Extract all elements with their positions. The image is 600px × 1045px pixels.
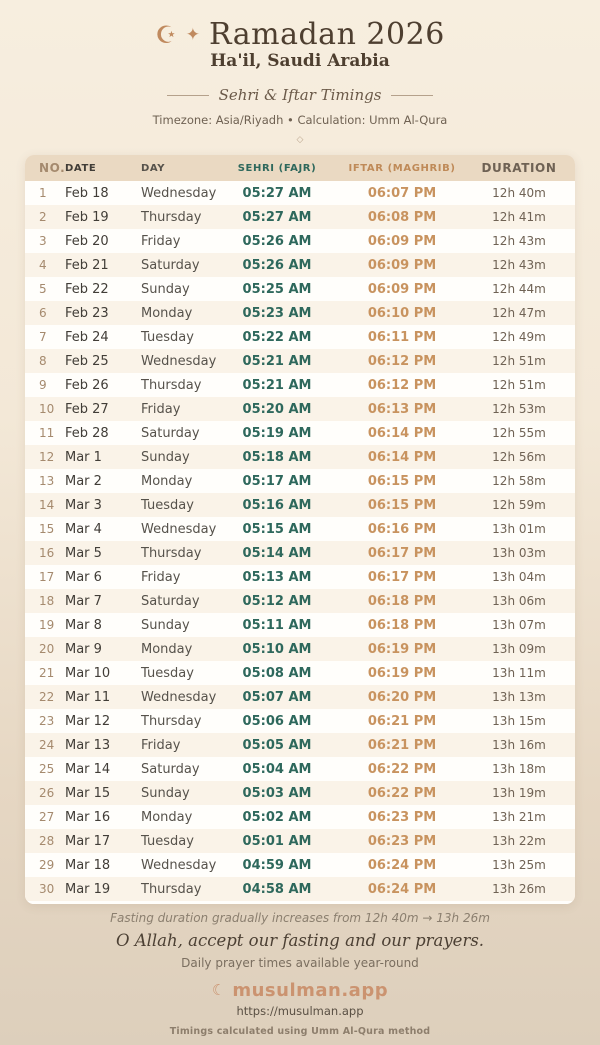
sehri-time-cell: 05:10 AM [242,641,312,657]
date-cell: Mar 3 [65,497,102,513]
day-cell: Sunday [141,449,190,465]
date-cell: Feb 24 [65,329,109,345]
divider-line-left [167,95,209,96]
day-cell: Wednesday [141,857,217,873]
table-row [25,829,575,853]
date-cell: Mar 8 [65,617,102,633]
table-row [25,445,575,469]
dua-text: O Allah, accept our fasting and our prayers. [115,931,485,950]
date-cell: Mar 14 [65,761,111,777]
table-row [25,181,575,205]
sehri-time-cell: 05:16 AM [242,497,312,513]
row-number: 10 [39,402,55,416]
row-number: 6 [39,306,47,320]
iftar-time-cell: 06:22 PM [367,785,437,801]
duration-cell: 12h 40m [492,186,546,200]
date-cell: Mar 15 [65,785,111,801]
day-cell: Saturday [141,761,200,777]
row-number: 28 [39,834,55,848]
sehri-time-cell: 05:12 AM [242,593,312,609]
iftar-time-cell: 06:14 PM [367,449,437,465]
brand-url: https://musulman.app [236,1004,364,1018]
iftar-time-cell: 06:18 PM [367,617,437,633]
day-cell: Tuesday [141,665,194,681]
sehri-time-cell: 05:11 AM [242,617,312,633]
row-number: 13 [39,474,55,488]
sehri-time-cell: 05:04 AM [242,761,312,777]
row-number: 14 [39,498,55,512]
duration-cell: 13h 21m [492,810,546,824]
day-cell: Wednesday [141,521,217,537]
col-header-sehri: SEHRI (FAJR) [237,162,317,174]
duration-cell: 13h 19m [492,786,546,800]
date-cell: Feb 20 [65,233,109,249]
sehri-time-cell: 05:22 AM [242,329,312,345]
iftar-time-cell: 06:19 PM [367,641,437,657]
duration-cell: 13h 22m [492,834,546,848]
row-number: 25 [39,762,55,776]
diamond-ornament-icon: ◇ [296,135,304,145]
sehri-time-cell: 05:21 AM [242,353,312,369]
day-cell: Monday [141,641,193,657]
sehri-time-cell: 05:15 AM [242,521,312,537]
duration-cell: 13h 13m [492,690,546,704]
row-number: 27 [39,810,55,824]
iftar-time-cell: 06:11 PM [367,329,437,345]
table-row [25,277,575,301]
duration-cell: 13h 11m [492,666,546,680]
duration-cell: 12h 56m [492,450,546,464]
date-cell: Feb 22 [65,281,109,297]
table-row [25,373,575,397]
row-number: 3 [39,234,47,248]
duration-cell: 13h 18m [492,762,546,776]
day-cell: Thursday [141,881,202,897]
date-cell: Feb 23 [65,305,109,321]
row-number: 12 [39,450,55,464]
date-cell: Feb 25 [65,353,109,369]
duration-cell: 12h 58m [492,474,546,488]
iftar-time-cell: 06:21 PM [367,737,437,753]
col-header-duration: DURATION [481,161,557,175]
sehri-time-cell: 05:08 AM [242,665,312,681]
day-cell: Thursday [141,545,202,561]
iftar-time-cell: 06:24 PM [367,881,437,897]
sehri-time-cell: 05:25 AM [242,281,312,297]
row-number: 23 [39,714,55,728]
iftar-time-cell: 06:12 PM [367,353,437,369]
table-row [25,517,575,541]
row-number: 20 [39,642,55,656]
table-row [25,733,575,757]
duration-cell: 13h 04m [492,570,546,584]
iftar-time-cell: 06:10 PM [367,305,437,321]
duration-cell: 12h 49m [492,330,546,344]
table-row [25,397,575,421]
iftar-time-cell: 06:09 PM [367,257,437,273]
date-cell: Mar 6 [65,569,102,585]
row-number: 7 [39,330,47,344]
sehri-time-cell: 05:20 AM [242,401,312,417]
brand-name: musulman.app [232,980,389,1001]
duration-cell: 13h 07m [492,618,546,632]
iftar-time-cell: 06:15 PM [367,497,437,513]
row-number: 4 [39,258,47,272]
date-cell: Mar 11 [65,689,111,705]
day-cell: Friday [141,233,181,249]
day-cell: Sunday [141,617,190,633]
duration-cell: 13h 16m [492,738,546,752]
date-cell: Mar 17 [65,833,111,849]
duration-cell: 12h 44m [492,282,546,296]
calculation-method-note: Timings calculated using Umm Al-Qura method [169,1026,431,1037]
duration-cell: 12h 41m [492,210,546,224]
duration-cell: 13h 03m [492,546,546,560]
sehri-time-cell: 05:01 AM [242,833,312,849]
duration-cell: 12h 43m [492,258,546,272]
date-cell: Feb 19 [65,209,109,225]
table-row [25,805,575,829]
subtitle-divider [153,86,448,104]
divider-line-right [391,95,433,96]
brand-row [110,980,490,1001]
row-number: 21 [39,666,55,680]
day-cell: Wednesday [141,353,217,369]
sehri-time-cell: 05:19 AM [242,425,312,441]
crescent-star-icon: ☪ [155,21,177,49]
sehri-time-cell: 05:26 AM [242,233,312,249]
row-number: 11 [39,426,55,440]
duration-cell: 13h 01m [492,522,546,536]
day-cell: Sunday [141,785,190,801]
duration-cell: 13h 25m [492,858,546,872]
table-row [25,613,575,637]
table-row [25,709,575,733]
duration-cell: 12h 53m [492,402,546,416]
sparkle-icon: ✦ [185,24,200,45]
table-row [25,229,575,253]
day-cell: Saturday [141,593,200,609]
table-row [25,685,575,709]
iftar-time-cell: 06:17 PM [367,545,437,561]
table-row [25,853,575,877]
duration-cell: 13h 06m [492,594,546,608]
day-cell: Thursday [141,713,202,729]
day-cell: Friday [141,737,181,753]
date-cell: Mar 18 [65,857,111,873]
row-number: 15 [39,522,55,536]
page-footer [110,911,490,1037]
table-row [25,757,575,781]
timezone-calculation-meta: Timezone: Asia/Riyadh • Calculation: Umm Al-Qura [152,113,448,127]
sehri-time-cell: 05:02 AM [242,809,312,825]
sehri-time-cell: 05:23 AM [242,305,312,321]
table-row [25,469,575,493]
date-cell: Mar 13 [65,737,111,753]
date-cell: Mar 5 [65,545,102,561]
iftar-time-cell: 06:23 PM [367,833,437,849]
duration-cell: 12h 51m [492,354,546,368]
table-row [25,349,575,373]
row-number: 5 [39,282,47,296]
date-cell: Mar 4 [65,521,102,537]
duration-cell: 12h 47m [492,306,546,320]
table-row [25,781,575,805]
day-cell: Tuesday [141,497,194,513]
day-cell: Monday [141,473,193,489]
row-number: 17 [39,570,55,584]
row-number: 1 [39,186,47,200]
iftar-time-cell: 06:14 PM [367,425,437,441]
date-cell: Feb 21 [65,257,109,273]
iftar-time-cell: 06:15 PM [367,473,437,489]
row-number: 18 [39,594,55,608]
table-row [25,421,575,445]
table-row [25,253,575,277]
page-title: Ramadan 2026 [208,17,445,52]
row-number: 24 [39,738,55,752]
col-header-day: DAY [141,162,166,174]
date-cell: Feb 26 [65,377,109,393]
date-cell: Mar 1 [65,449,102,465]
sehri-time-cell: 04:58 AM [242,881,312,897]
table-row [25,325,575,349]
row-number: 22 [39,690,55,704]
duration-cell: 12h 43m [492,234,546,248]
table-row [25,493,575,517]
row-number: 2 [39,210,47,224]
sehri-time-cell: 05:27 AM [242,185,312,201]
tagline-text: Daily prayer times available year-round [181,956,419,970]
date-cell: Feb 18 [65,185,109,201]
iftar-time-cell: 06:20 PM [367,689,437,705]
sehri-time-cell: 05:07 AM [242,689,312,705]
iftar-time-cell: 06:16 PM [367,521,437,537]
day-cell: Thursday [141,209,202,225]
table-row [25,637,575,661]
col-header-iftar: IFTAR (MAGHRIB) [348,162,456,174]
iftar-time-cell: 06:22 PM [367,761,437,777]
iftar-time-cell: 06:13 PM [367,401,437,417]
table-body [25,181,575,901]
date-cell: Mar 7 [65,593,102,609]
sehri-time-cell: 05:21 AM [242,377,312,393]
col-header-no: NO. [39,161,66,175]
timings-subtitle: Sehri & Iftar Timings [218,86,382,104]
date-cell: Feb 28 [65,425,109,441]
card-bottom-padding [25,901,575,904]
iftar-time-cell: 06:24 PM [367,857,437,873]
iftar-time-cell: 06:21 PM [367,713,437,729]
table-row [25,589,575,613]
table-row [25,301,575,325]
brand-crescent-icon: ☾ [211,981,226,999]
iftar-time-cell: 06:09 PM [367,233,437,249]
iftar-time-cell: 06:18 PM [367,593,437,609]
iftar-time-cell: 06:08 PM [367,209,437,225]
date-cell: Feb 27 [65,401,109,417]
date-cell: Mar 16 [65,809,111,825]
iftar-time-cell: 06:23 PM [367,809,437,825]
duration-cell: 13h 15m [492,714,546,728]
page-header [152,17,448,145]
sehri-time-cell: 05:17 AM [242,473,312,489]
row-number: 8 [39,354,47,368]
table-row [25,877,575,901]
fasting-duration-note: Fasting duration gradually increases from 12h 40m → 13h 26m [110,911,490,925]
row-number: 29 [39,858,55,872]
date-cell: Mar 19 [65,881,111,897]
date-cell: Mar 9 [65,641,102,657]
row-number: 9 [39,378,47,392]
duration-cell: 12h 55m [492,426,546,440]
date-cell: Mar 10 [65,665,111,681]
sehri-time-cell: 05:06 AM [242,713,312,729]
iftar-time-cell: 06:17 PM [367,569,437,585]
sehri-time-cell: 05:14 AM [242,545,312,561]
timings-table-card [25,155,575,904]
day-cell: Tuesday [141,329,194,345]
day-cell: Monday [141,809,193,825]
location-subtitle: Ha'il, Saudi Arabia [210,51,390,71]
duration-cell: 12h 59m [492,498,546,512]
day-cell: Sunday [141,281,190,297]
duration-cell: 13h 26m [492,882,546,896]
col-header-date: DATE [65,162,97,174]
title-row [153,17,448,52]
sehri-time-cell: 05:05 AM [242,737,312,753]
sehri-time-cell: 05:03 AM [242,785,312,801]
sehri-time-cell: 05:18 AM [242,449,312,465]
day-cell: Monday [141,305,193,321]
iftar-time-cell: 06:19 PM [367,665,437,681]
date-cell: Mar 2 [65,473,102,489]
sehri-time-cell: 05:13 AM [242,569,312,585]
table-row [25,541,575,565]
day-cell: Thursday [141,377,202,393]
day-cell: Friday [141,569,181,585]
sehri-time-cell: 05:26 AM [242,257,312,273]
table-row [25,661,575,685]
iftar-time-cell: 06:12 PM [367,377,437,393]
day-cell: Wednesday [141,185,217,201]
day-cell: Tuesday [141,833,194,849]
table-header-row [25,155,575,181]
table-row [25,565,575,589]
iftar-time-cell: 06:07 PM [367,185,437,201]
iftar-time-cell: 06:09 PM [367,281,437,297]
row-number: 16 [39,546,55,560]
row-number: 26 [39,786,55,800]
table-row [25,205,575,229]
sehri-time-cell: 05:27 AM [242,209,312,225]
row-number: 19 [39,618,55,632]
row-number: 30 [39,882,55,896]
day-cell: Saturday [141,257,200,273]
day-cell: Saturday [141,425,200,441]
duration-cell: 12h 51m [492,378,546,392]
sehri-time-cell: 04:59 AM [242,857,312,873]
duration-cell: 13h 09m [492,642,546,656]
date-cell: Mar 12 [65,713,111,729]
day-cell: Friday [141,401,181,417]
day-cell: Wednesday [141,689,217,705]
